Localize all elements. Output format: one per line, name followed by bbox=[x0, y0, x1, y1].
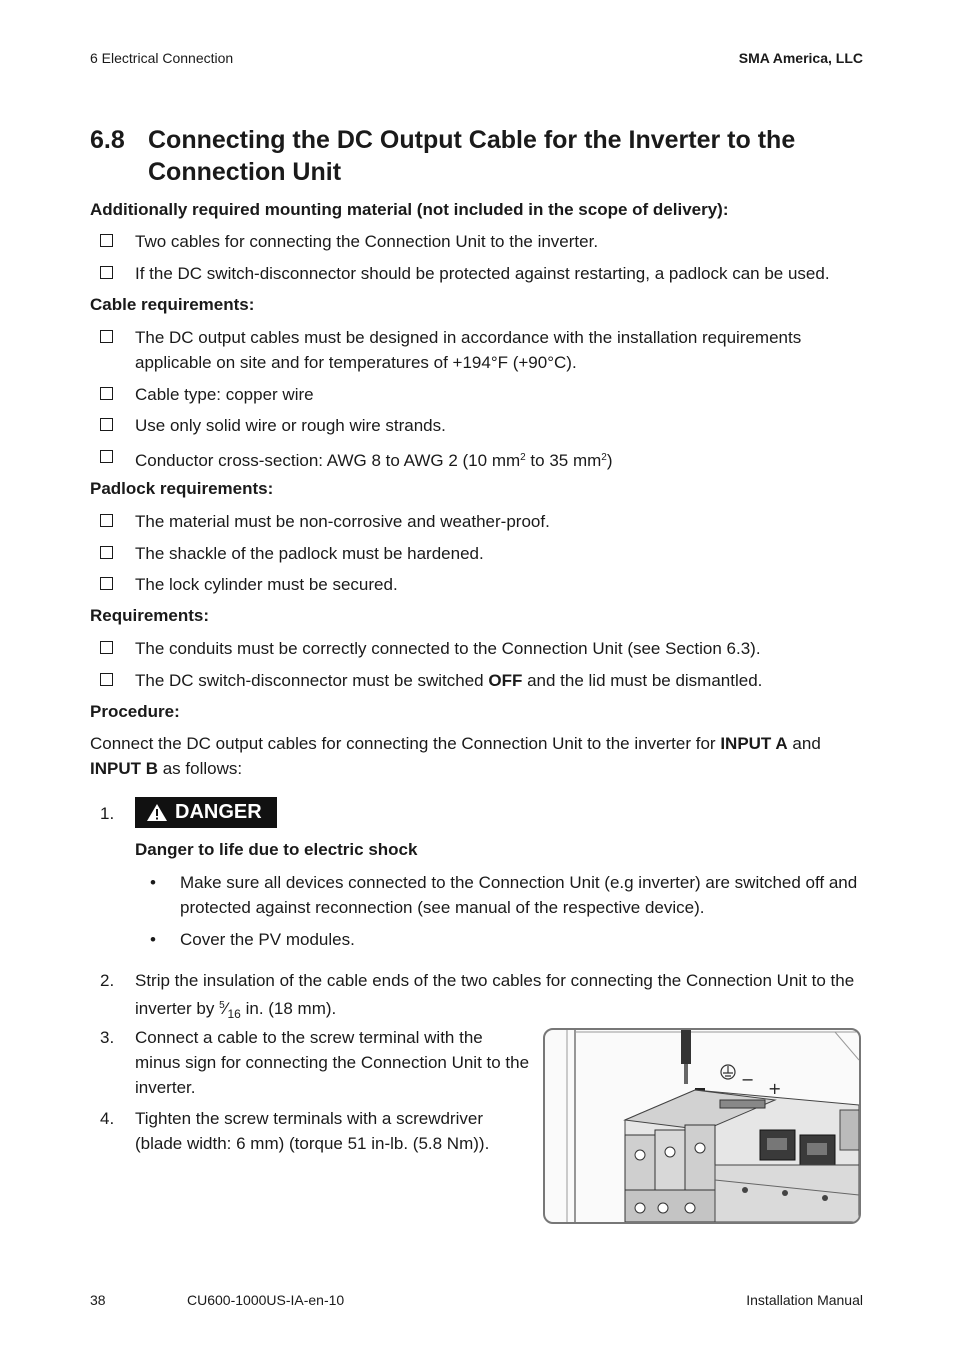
section-title: Connecting the DC Output Cable for the Inverter to the Connection Unit bbox=[148, 126, 796, 186]
checkbox-icon bbox=[100, 387, 113, 400]
step-2: 2. Strip the insulation of the cable ends of the two cables for connecting the Connection Unit to the inverter by $^5⁄_{16}$ in. (18 mm). bbox=[135, 968, 865, 1027]
step-1-number: 1. bbox=[100, 804, 115, 823]
bullet-icon: • bbox=[150, 930, 156, 949]
danger-title: Danger to life due to electric shock bbox=[135, 840, 418, 859]
plus-symbol: + bbox=[768, 1079, 782, 1098]
cable-heading: Cable requirements: bbox=[90, 295, 255, 314]
danger-bullet-1: • Make sure all devices connected to the Connection Unit (e.g inverter) are switched off and protected against reconnection (see manual of the respective device). bbox=[180, 870, 870, 920]
section-number: 6.8 bbox=[90, 126, 125, 154]
checkbox-icon bbox=[100, 266, 113, 279]
warning-triangle-icon bbox=[146, 803, 168, 822]
header-section: 6 Electrical Connection bbox=[90, 50, 234, 66]
footer-doc-id: CU600-1000US-IA-en-10 bbox=[187, 1292, 345, 1308]
material-item-1: Two cables for connecting the Connection Unit to the inverter. bbox=[135, 229, 865, 254]
requirements-item-2: The DC switch-disconnector must be switched OFF and the lid must be dismantled. bbox=[135, 668, 865, 693]
cable-item-3: Use only solid wire or rough wire strands. bbox=[135, 413, 865, 438]
danger-bullet-2: • Cover the PV modules. bbox=[180, 927, 870, 952]
checkbox-icon bbox=[100, 577, 113, 590]
checkbox-icon bbox=[100, 673, 113, 686]
material-heading: Additionally required mounting material (not included in the scope of delivery): bbox=[90, 200, 729, 219]
padlock-heading: Padlock requirements: bbox=[90, 479, 274, 498]
terminal-illustration bbox=[543, 1028, 861, 1224]
procedure-intro: Connect the DC output cables for connecting the Connection Unit to the inverter for INPUT A and INPUT B as follows: bbox=[90, 734, 821, 778]
cable-item-2: Cable type: copper wire bbox=[135, 382, 865, 407]
checkbox-icon bbox=[100, 514, 113, 527]
padlock-item-1: The material must be non-corrosive and weather-proof. bbox=[135, 509, 865, 534]
step-4-number: 4. bbox=[100, 1109, 115, 1128]
checkbox-icon bbox=[100, 450, 113, 463]
padlock-item-2: The shackle of the padlock must be hardened. bbox=[135, 541, 865, 566]
checkbox-icon bbox=[100, 546, 113, 559]
padlock-item-3: The lock cylinder must be secured. bbox=[135, 572, 865, 597]
checkbox-icon bbox=[100, 641, 113, 654]
checkbox-icon bbox=[100, 330, 113, 343]
requirements-item-1: The conduits must be correctly connected to the Connection Unit (see Section 6.3). bbox=[135, 636, 865, 661]
danger-label: DANGER bbox=[135, 797, 277, 828]
footer-manual: Installation Manual bbox=[746, 1292, 863, 1308]
cable-item-4: Conductor cross-section: AWG 8 to AWG 2 (10 $mm^2$ to 35 $mm^2$) bbox=[135, 445, 865, 473]
footer-page-number: 38 bbox=[90, 1292, 106, 1308]
cable-item-1: The DC output cables must be designed in accordance with the installation requirements applicable on site and for temperatures of +194°F (+90°C). bbox=[135, 325, 865, 375]
requirements-heading: Requirements: bbox=[90, 606, 210, 625]
checkbox-icon bbox=[100, 234, 113, 247]
procedure-heading: Procedure: bbox=[90, 702, 180, 721]
material-item-2: If the DC switch-disconnector should be protected against restarting, a padlock can be used. bbox=[135, 261, 865, 286]
step-3-number: 3. bbox=[100, 1028, 115, 1047]
screw-terminal-drawing bbox=[545, 1030, 859, 1222]
checkbox-icon bbox=[100, 418, 113, 431]
step-4: 4. Tighten the screw terminals with a screwdriver (blade width: 6 mm) (torque 51 in-lb. (5.8 Nm)). bbox=[135, 1106, 530, 1156]
step-3: 3. Connect a cable to the screw terminal with the minus sign for connecting the Connection Unit to the inverter. bbox=[135, 1025, 530, 1100]
bullet-icon: • bbox=[150, 873, 156, 892]
step-2-number: 2. bbox=[100, 971, 115, 990]
header-company: SMA America, LLC bbox=[738, 50, 863, 66]
minus-symbol: − bbox=[741, 1070, 755, 1089]
